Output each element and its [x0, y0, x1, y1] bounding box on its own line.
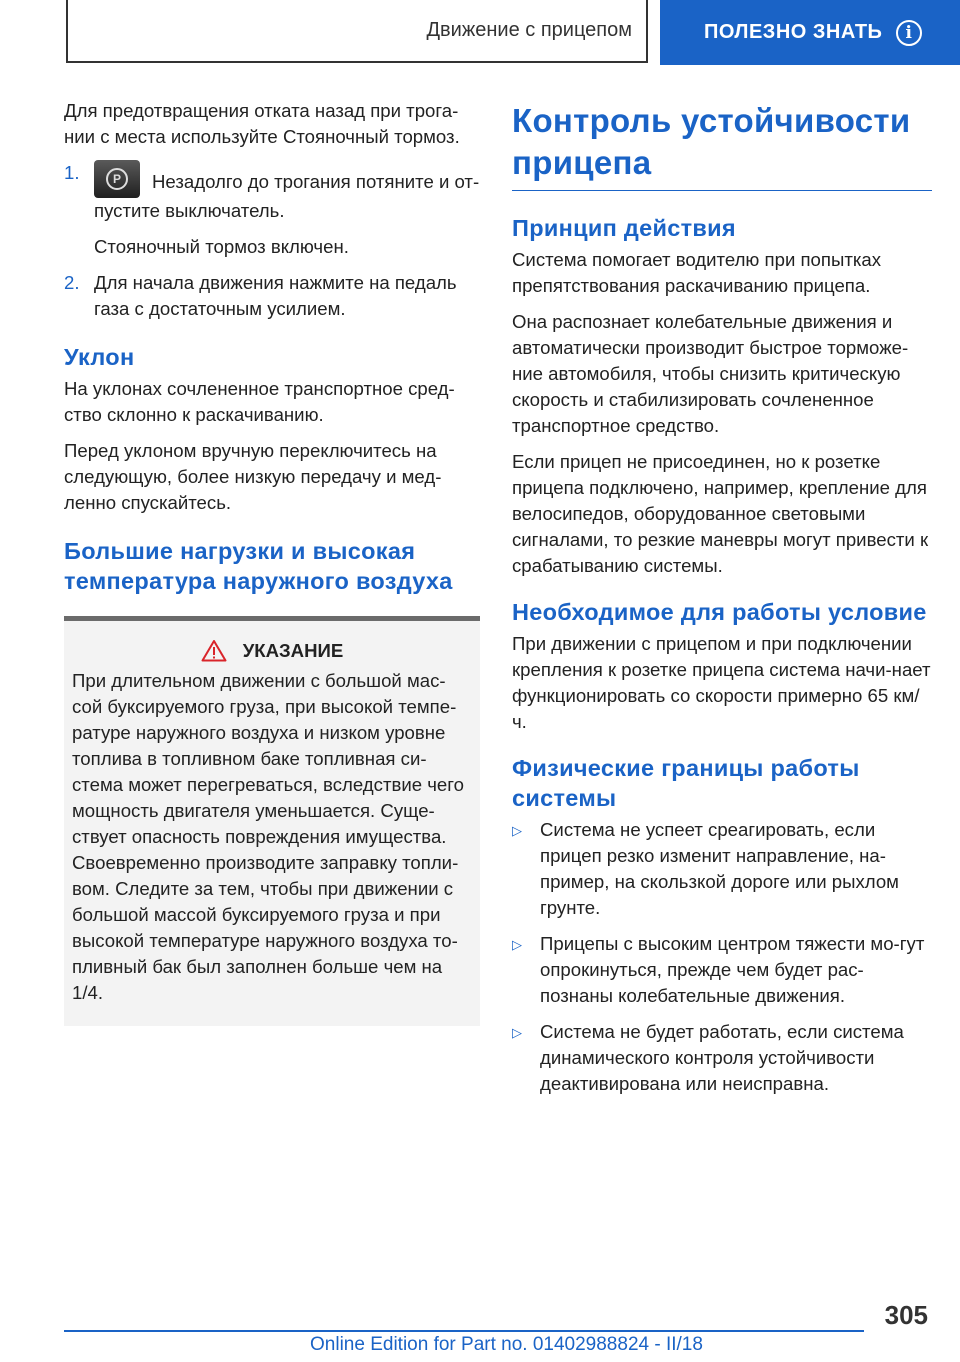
parking-brake-icon: P: [94, 160, 140, 198]
page-number: 305: [884, 1300, 928, 1330]
step-result: Стояночный тормоз включен.: [94, 236, 349, 257]
chapter-title: ПОЛЕЗНО ЗНАТЬ: [704, 21, 883, 43]
principle-paragraph-1: Система помогает водителю при попытках препятствования раскачиванию прицепа.: [512, 249, 882, 296]
edition-footer: Online Edition for Part no. 01402988824 - II/18: [310, 1334, 703, 1355]
condition-heading: Необходимое для работы условие: [512, 599, 927, 625]
step-text: Незадолго до трогания потяните и от-пустите выключатель.: [94, 171, 480, 221]
list-item: [512, 931, 932, 1009]
list-item: [512, 817, 932, 921]
principle-paragraph-3: Если прицеп не присоединен, но к розетке прицепа подключено, например, крепление для велосипедов, оборудованное световыми сигналами, то резкие маневры могут привести к срабатыванию системы.: [512, 451, 929, 576]
intro-paragraph: Для предотвращения отката назад при трога-нии с места используйте Стояночный тормоз.: [64, 100, 460, 147]
incline-paragraph-2: Перед уклоном вручную переключитесь на следующую, более низкую передачу и мед-ленно спускайтесь.: [64, 440, 442, 513]
warning-header: [72, 639, 472, 662]
step-item: [64, 270, 480, 322]
warning-label: УКАЗАНИЕ: [242, 639, 344, 661]
step-number: 2.: [64, 272, 80, 293]
warning-box: [64, 616, 480, 1026]
incline-paragraph-1: На уклонах сочлененное транспортное сред-ство склонно к раскачиванию.: [64, 378, 455, 425]
chapter-tab[interactable]: [660, 0, 960, 65]
step-item: [64, 160, 480, 224]
section-title: Движение с прицепом: [426, 19, 632, 41]
left-column: [64, 98, 480, 1026]
triangle-bullet-icon: ▷: [512, 937, 522, 952]
principle-heading: Принцип действия: [512, 215, 736, 241]
page-title: Контроль устойчивости прицепа: [512, 100, 932, 191]
triangle-bullet-icon: ▷: [512, 823, 522, 838]
warning-triangle-icon: [201, 639, 227, 662]
limits-heading: Физические границы работы системы: [512, 755, 860, 811]
principle-paragraph-2: Она распознает колебательные движения и автоматически производит быстрое торможе-ние автомобиля, чтобы снизить критическую скорость и стабилизировать сочлененное транспортное средство.: [512, 311, 909, 436]
footer-divider: [64, 1330, 864, 1332]
step-number: 1.: [64, 162, 80, 183]
list-item-text: Система не успеет среагировать, если прицеп резко изменит направление, на-пример, на скользкой дороге или рыхлом грунте.: [540, 819, 899, 918]
info-icon: i: [896, 20, 922, 46]
list-item: [512, 1019, 932, 1097]
heat-heading: Большие нагрузки и высокая температура наружного воздуха: [64, 538, 453, 594]
right-column: [512, 100, 932, 1107]
condition-paragraph: При движении с прицепом и при подключении крепления к розетке прицепа система начи-нает функционировать со скорости примерно 65 км/ч.: [512, 633, 931, 732]
warning-text: При длительном движении с большой мас-сой буксируемого груза, при высокой темпе-ратуре наружного воздуха и низком уровне топлива в топливном баке топливная си-стема может перегреваться, вследствие чего мощность двигателя уменьшается. Суще-ствует опасность повреждения имущества. Своевременно производите заправку топли-вом. Следите за тем, чтобы при движении с большой массой буксируемого груза и при высокой температуре наружного воздуха то-пливный бак был заполнен больше чем на 1/4.: [72, 670, 464, 1003]
incline-heading: Уклон: [64, 344, 135, 370]
section-tab[interactable]: [66, 0, 648, 63]
list-item-text: Прицепы с высоким центром тяжести мо-гут опрокинуться, прежде чем будет рас-познаны колебательные движения.: [540, 933, 925, 1006]
list-item-text: Система не будет работать, если система динамического контроля устойчивости деактивирована или неисправна.: [540, 1021, 904, 1094]
triangle-bullet-icon: ▷: [512, 1025, 522, 1040]
step-text: Для начала движения нажмите на педаль газа с достаточным усилием.: [94, 272, 457, 319]
